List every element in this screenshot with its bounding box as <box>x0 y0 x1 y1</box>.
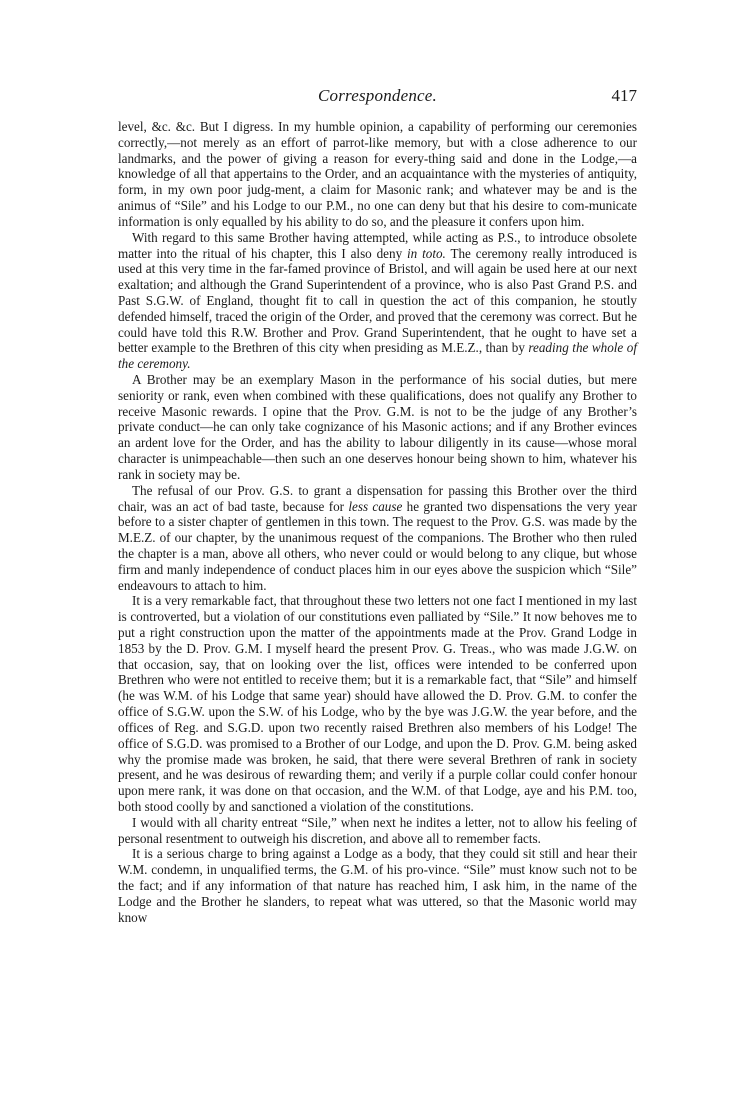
running-head-title: Correspondence. <box>318 86 437 105</box>
paragraph-text: The refusal of our Prov. G.S. to grant a dispensation for passing this Brother over the third chair, was an act of bad taste, because for <box>118 482 637 514</box>
paragraph-text: level, &c. &c. But I digress. In my humble opinion, a capability of performing our ceremonies correctly,—not merely as an effort of parrot-like memory, but with a close adherence to our landmarks, and the power of giving a reason for every-thing said and done in the Lodge,—a knowledge of all that appertains to the Order, and an acquaintance with the mysteries of antiquity, form, in my own poor judg-ment, a claim for Masonic rank; and whatever may be and is the animus of “Sile” and his Lodge to our P.M., no one can deny but that his desire to com-municate information is only equalled by his ability to do so, and the pleasure it confers upon him. <box>118 119 637 229</box>
paragraph-text: It is a very remarkable fact, that throughout these two letters not one fact I mentioned in my last is controverted, but a violation of our constitutions even palliated by “Sile.” It now behoves me to put a right construction upon the matter of the appointments made at the Prov. Grand Lodge in 1853 by the D. Prov. G.M. I myself heard the present Prov. G. Treas., who was made J.G.W. on that occasion, say, that on looking over the list, offices were intended to be conferred upon Brethren who were not entitled to receive them; but it is a remarkable fact, that “Sile” and himself (he was W.M. of his Lodge that same year) should have allowed the D. Prov. G.M. to confer the office of S.G.W. upon the S.W. of his Lodge, who by the bye was J.G.W. the year before, and the offices of Reg. and S.G.D. upon two recently raised Brethren also members of his Lodge! The office of S.G.D. was promised to a Brother of our Lodge, and upon the D. Prov. G.M. being asked why the promise made was broken, he said, that there were several Brethren of rank in society present, and he was desirous of rewarding them; and verily if a purple collar could confer honour upon mere rank, it was done on that occasion, and the W.M. of that Lodge, aye and his P.M. too, both stood coolly by and sanctioned a violation of the constitutions. <box>118 593 637 814</box>
paragraph <box>118 230 637 372</box>
paragraph <box>118 846 637 925</box>
paragraph <box>118 815 637 847</box>
paragraph-text: With regard to this same Brother having attempted, while acting as P.S., to introduce obsolete matter into the ritual of his chapter, this I also deny <box>118 229 637 261</box>
page-header <box>118 86 637 110</box>
italic-text: in toto. <box>407 245 446 261</box>
paragraph <box>118 372 637 483</box>
paragraph <box>118 119 637 230</box>
paragraph-text: The ceremony really introduced is used at this very time in the far-famed province of Bristol, and will again be used here at our next exaltation; and although the Grand Superintendent of a province, who is also Past Grand P.S. and Past S.G.W. of England, thought fit to call in question the act of this companion, he stoutly defended himself, traced the origin of the Order, and proved that the ceremony was correct. But he could have told this R.W. Brother and Prov. Grand Superintendent, that he ought to have set a better example to the Brethren of this city when presiding as M.E.Z., than by <box>118 245 637 356</box>
italic-text: reading the whole of the ceremony. <box>118 340 637 372</box>
paragraph-text: It is a serious charge to bring against a Lodge as a body, that they could sit still and hear their W.M. condemn, in unqualified terms, the G.M. of his pro-vince. “Sile” must know such not to be the fact; and if any information of that nature has reached him, I ask him, in the name of the Lodge and the Brother he slanders, to repeat what was uttered, so that the Masonic world may know <box>118 846 637 925</box>
italic-text: less cause <box>348 498 403 514</box>
page-number: 417 <box>611 86 637 105</box>
paragraph-text: he granted two dispensations the very year before to a sister chapter of gentlemen in this town. The request to the Prov. G.S. was made by the M.E.Z. of our chapter, by the unanimous request of the companions. The Brother who then ruled the chapter is a man, above all others, who never could or would belong to any clique, but whose firm and manly independence of conduct places him in our eyes above the suspicion which “Sile” endeavours to attach to him. <box>118 498 637 593</box>
paragraph <box>118 593 637 814</box>
paragraph-text: I would with all charity entreat “Sile,” when next he indites a letter, not to allow his feeling of personal resentment to outweigh his discretion, and above all to remember facts. <box>118 814 637 846</box>
paragraph-text: A Brother may be an exemplary Mason in the performance of his social duties, but mere seniority or rank, even when combined with these qualifications, does not qualify any Brother to receive Masonic rewards. I opine that the Prov. G.M. is not to be the judge of any Brother’s private conduct—he can only take cognizance of his Masonic actions; and if any Brother evinces an ardent love for the Order, and has the ability to labour diligently in its cause—whose moral character is unimpeachable—then such an one deserves honour being shown to him, whatever his rank in society may be. <box>118 372 637 482</box>
article-body <box>118 119 637 925</box>
paragraph <box>118 483 637 594</box>
